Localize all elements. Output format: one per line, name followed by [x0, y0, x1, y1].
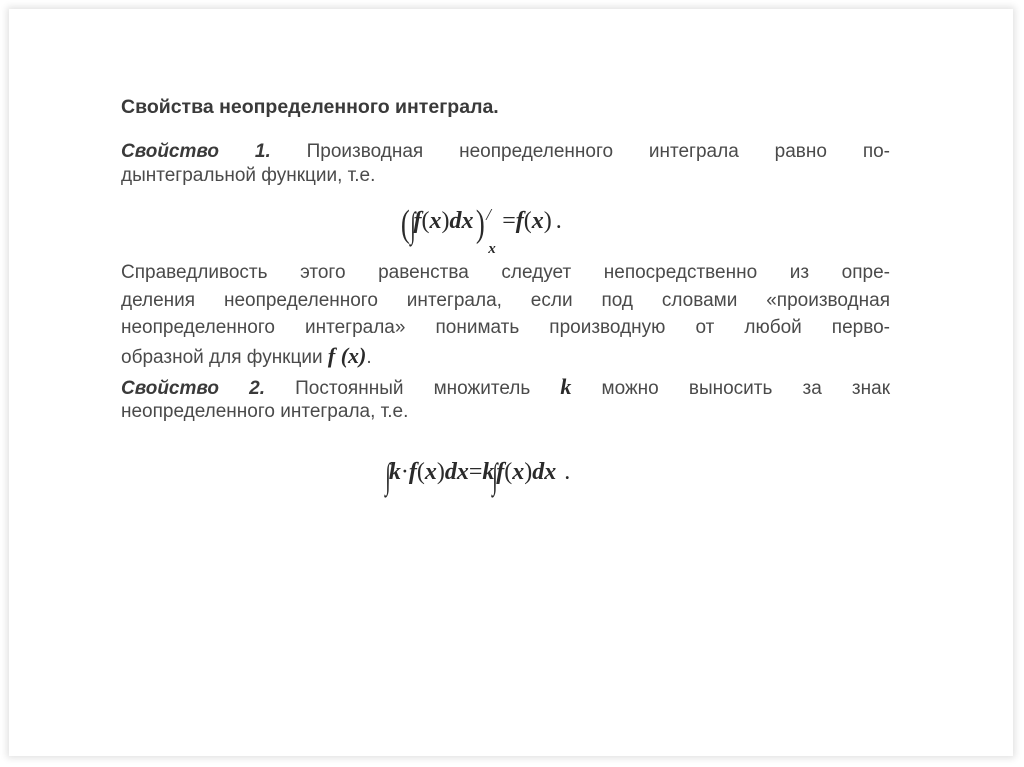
property2-line1: Свойство 2. Постоянный множитель k можно выносить за знак [121, 374, 891, 399]
constant-k: k [560, 374, 572, 399]
formula-property1: (∫f(x)dx) / x =f(x) . [400, 203, 562, 257]
property1-line1 [121, 142, 890, 161]
explanation-line4: образной для функции f (x). [121, 343, 372, 368]
slide-page [9, 9, 1013, 756]
property2-label: Свойство 2. [121, 378, 265, 399]
property2-line2: неопределенного интеграла, т.е. [121, 401, 409, 422]
property1-line1-text: Производная неопределенного интеграла равно по- [306, 141, 891, 162]
page-title: Свойства неопределенного интеграла. [121, 96, 499, 118]
document-body [9, 9, 1013, 756]
property1-label: Свойство 1. [121, 141, 271, 162]
explanation-line3: неопределенного интеграла» понимать производную от любой перво- [121, 317, 890, 338]
property1-line2: дынтегральной функции, т.е. [121, 165, 376, 186]
explanation-line2: деления неопределенного интеграла, если под словами «производная [121, 290, 890, 311]
function-f-of-x: f (x) [327, 343, 367, 368]
explanation-line1: Справедливость этого равенства следует непосредственно из опре- [121, 262, 890, 283]
formula-property2: ∫k·f(x)dx=k∫f(x)dx . [385, 456, 571, 496]
